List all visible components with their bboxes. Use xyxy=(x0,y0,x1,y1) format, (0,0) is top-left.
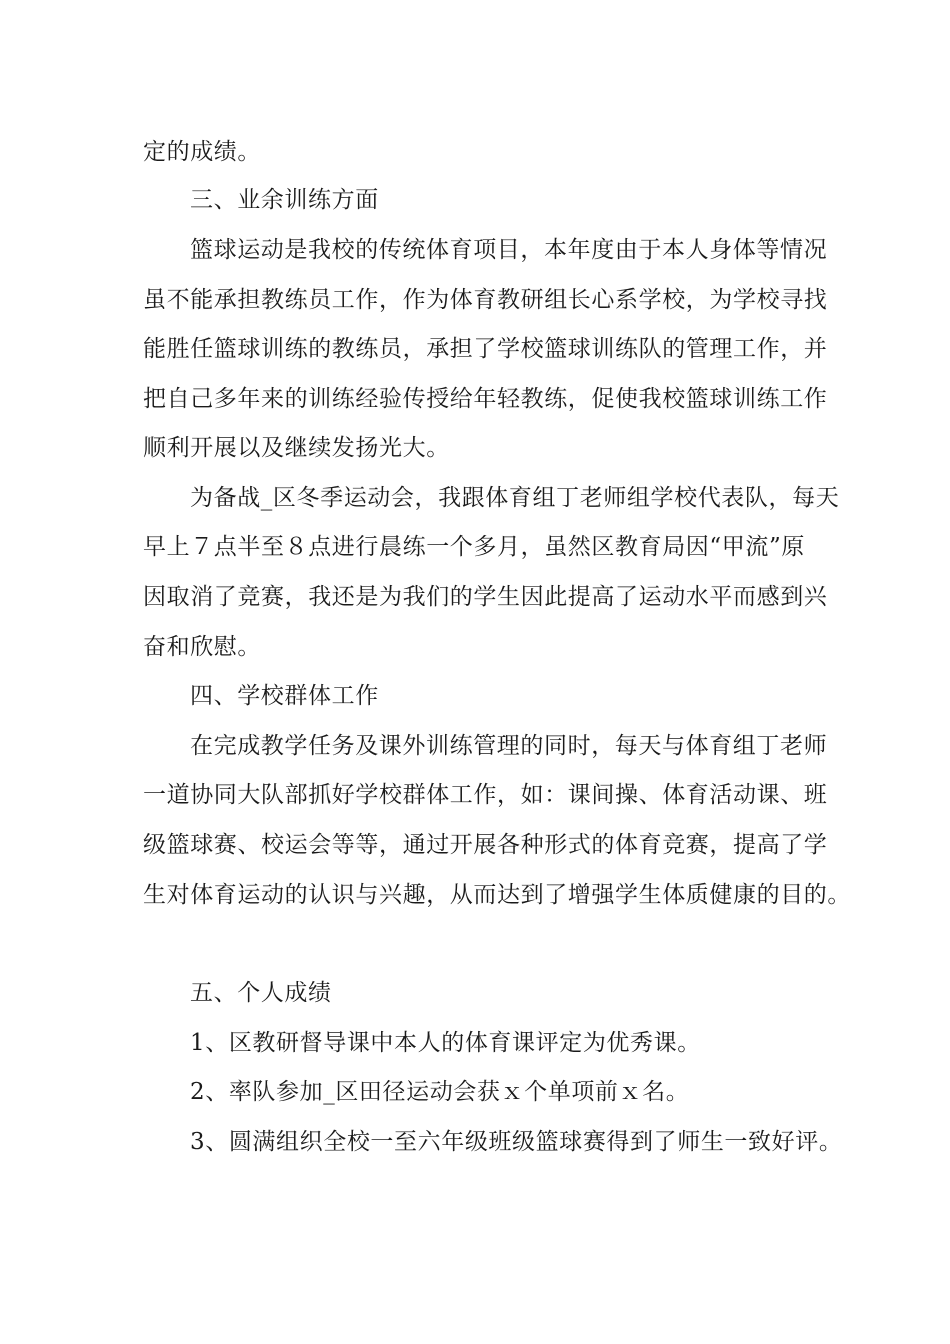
paragraph-line: 生对体育运动的认识与兴趣，从而达到了增强学生体质健康的目的。 xyxy=(143,882,851,908)
paragraph-line: 能胜任篮球训练的教练员，承担了学校篮球训练队的管理工作，并 xyxy=(143,336,828,362)
achievement-item: 3、圆满组织全校一至六年级班级篮球赛得到了师生一致好评。 xyxy=(190,1129,843,1155)
section-heading-amateur-training: 三、业余训练方面 xyxy=(190,187,379,213)
paragraph-line: 定的成绩。 xyxy=(143,139,261,165)
paragraph-line: 篮球运动是我校的传统体育项目，本年度由于本人身体等情况 xyxy=(190,237,828,263)
paragraph-line: 奋和欣慰。 xyxy=(143,634,261,660)
paragraph-line: 虽不能承担教练员工作，作为体育教研组长心系学校，为学校寻找 xyxy=(143,287,828,313)
paragraph-line: 一道协同大队部抓好学校群体工作，如：课间操、体育活动课、班 xyxy=(143,782,828,808)
achievement-item: 1、区教研督导课中本人的体育课评定为优秀课。 xyxy=(190,1030,701,1056)
paragraph-line: 级篮球赛、校运会等等，通过开展各种形式的体育竞赛，提高了学 xyxy=(143,832,828,858)
section-heading-personal-achievements: 五、个人成绩 xyxy=(190,980,332,1006)
paragraph-line: 因取消了竞赛，我还是为我们的学生因此提高了运动水平而感到兴 xyxy=(143,584,828,610)
paragraph-line: 早上７点半至８点进行晨练一个多月，虽然区教育局因“甲流”原 xyxy=(143,534,805,560)
paragraph-line: 在完成教学任务及课外训练管理的同时，每天与体育组丁老师 xyxy=(190,733,828,759)
paragraph-line: 把自己多年来的训练经验传授给年轻教练，促使我校篮球训练工作 xyxy=(143,386,828,412)
paragraph-line: 顺利开展以及继续发扬光大。 xyxy=(143,435,450,461)
paragraph-line: 为备战_区冬季运动会，我跟体育组丁老师组学校代表队，每天 xyxy=(190,485,840,511)
achievement-item: 2、率队参加_区田径运动会获ｘ个单项前ｘ名。 xyxy=(190,1079,690,1105)
section-heading-school-group-work: 四、学校群体工作 xyxy=(190,683,379,709)
